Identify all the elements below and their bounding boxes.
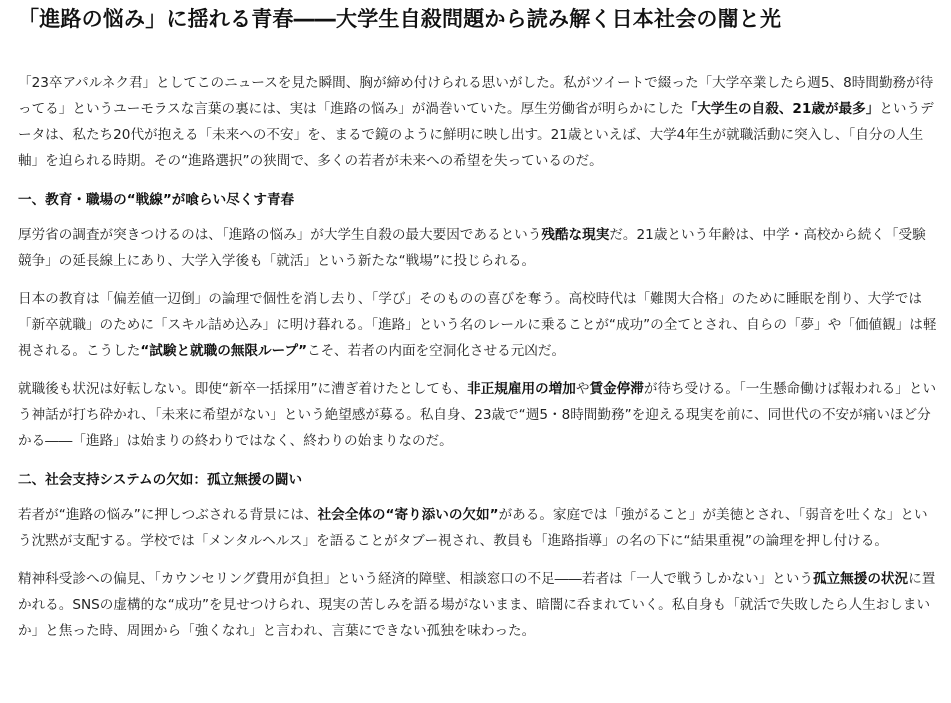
section-1-heading: 一、教育・職場の“戦線”が喰らい尽くす青春 [18,192,295,208]
s1p1-text-2: だ。21歳という年齢は、中学・高校から続く「受験競争」の延長線上にあり、大学入学後も「就活」という新たな“戦場”に投じられる。 [18,227,926,269]
section-1-paragraph-1 [18,222,937,274]
s1p3-text-2: や [575,381,590,397]
s2p2-text-1: 精神科受診への偏見、「カウンセリング費用が負担」という経済的障壁、相談窓口の不足――若者は「一人で戦うしかない」という [18,571,813,587]
intro-paragraph [18,70,937,174]
section-2-paragraph-2 [18,566,937,644]
s2p1-text-1: 若者が“進路の悩み”に押しつぶされる背景には、 [18,507,318,523]
intro-text-2: というデータは、私たち20代が抱える「未来への不安」を、まるで鏡のように鮮明に映し出す。21歳といえば、大学4年生が就職活動に突入し、「自分の人生軸」を迫られる時期。その“進路選択”の狭間で、多くの若者が未来への希望を失っているのだ。 [18,101,934,169]
s1p2-emphasis: “試験と就職の無限ループ” [140,343,308,359]
s1p3-text-1: 就職後も状況は好転しない。即使“新卒一括採用”に漕ぎ着けたとしても、 [18,381,468,397]
s1p1-emphasis: 残酷な現実 [541,227,610,243]
s1p3-emphasis-1: 非正規雇用の増加 [467,381,576,397]
s1p2-text-2: こそ、若者の内面を空洞化させる元凶だ。 [307,343,566,359]
intro-text-1: 「23卒アパルネク君」としてこのニュースを見た瞬間、胸が締め付けられる思いがした。私がツイートで綴った「大学卒業したら週5、8時間勤務が待ってる」というユーモラスな言葉の裏には、実は「進路の悩み」が渦巻いていた。厚生労働省が明らかにした [18,75,934,117]
s2p2-emphasis: 孤立無援の状況 [812,571,909,587]
section-2-heading: 二、社会支持システムの欠如：孤立無援の闘い [18,472,303,488]
s2p1-emphasis: 社会全体の“寄り添いの欠如” [317,507,499,523]
s2p2-text-2: に置かれる。SNSの虚構的な“成功”を見せつけられ、現実の苦しみを語る場がないまま、暗闇に呑まれていく。私自身も「就活で失敗したら人生おしまいか」と焦った時、周囲から「強くなれ」と言われ、言葉にできない孤独を味わった。 [18,571,936,639]
s2p1-text-2: がある。家庭では「強がること」が美徳とされ、「弱音を吐くな」という沈黙が支配する。学校では「メンタルヘルス」を語ることがタブー視され、教員も「進路指導」の名の下に“結果重視”の論理を押し付ける。 [18,507,928,549]
s1p3-text-3: が待ち受ける。「一生懸命働けば報われる」という神話が打ち砕かれ、「未来に希望がない」という絶望感が募る。私自身、23歳で“週5・8時間勤務”を迎える現実を前に、同世代の不安が痛いほど分かる――「進路」は始まりの終わりではなく、終わりの始まりなのだ。 [18,381,937,449]
s1p3-emphasis-2: 賃金停滞 [589,381,644,397]
article-title: 「進路の悩み」に揺れる青春――大学生自殺問題から読み解く日本社会の闇と光 [18,7,782,31]
intro-emphasis: 「大学生の自殺、21歳が最多」 [683,101,880,117]
s1p2-text-1: 日本の教育は「偏差値一辺倒」の論理で個性を消し去り、「学び」そのものの喜びを奪う。高校時代は「難関大合格」のために睡眠を削り、大学では「新卒就職」のために「スキル詰め込み」に明け暮れる。「進路」という名のレールに乗ることが“成功”の全てとされ、自らの「夢」や「価値観」は軽視される。こうした [18,291,937,359]
section-2-paragraph-1 [18,502,937,554]
section-1-paragraph-2 [18,286,937,364]
s1p1-text-1: 厚労省の調査が突きつけるのは、「進路の悩み」が大学生自殺の最大要因であるという [18,227,542,243]
section-1-paragraph-3 [18,376,937,454]
